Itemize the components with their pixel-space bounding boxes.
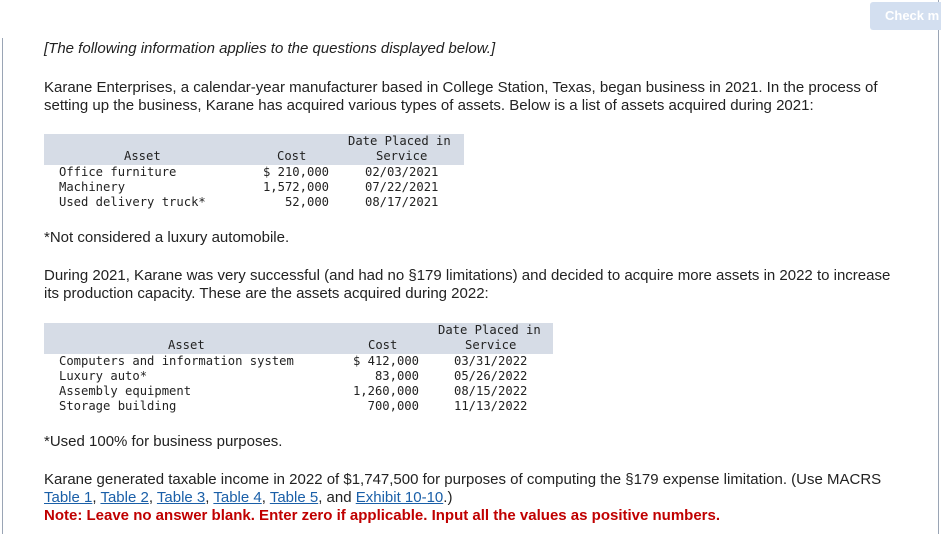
footnote-2022: *Used 100% for business purposes. [44,433,283,450]
table-row-date: 08/17/2021 [365,195,439,209]
table-row-asset: Storage building [59,399,177,413]
table-row-cost: 52,000 [284,195,329,209]
paragraph-lead: Karane generated taxable income in 2022 of $1,747,500 for purposes of computing the §179 expense limitation. (Use MACRS [44,471,882,488]
table-row-date: 07/22/2021 [365,180,439,194]
table-3-link[interactable]: Table 3 [156,489,206,506]
table-row-asset: Assembly equipment [59,384,192,398]
table-row-cost: $ 412,000 [352,354,419,368]
table-row-date: 02/03/2021 [365,165,439,179]
table-row-cost: 1,572,000 [262,180,329,194]
header-date-line2: Service [376,149,428,163]
table-5-link[interactable]: Table 5 [269,489,319,506]
header-date-line1: Date Placed in [438,323,541,337]
paragraph-2021-assets: Karane Enterprises, a calendar-year manufacturer based in College Station, Texas, began business in 2021. In the process of setting up the business, Karane has acquired various types of assets. Below is a list of assets acquired during 2021: [44,79,878,114]
paragraph-taxable-income: Karane generated taxable income in 2022 of $1,747,500 for purposes of computing the §179 expense limitation. (Use MACRS Table 1, Table 2, Table 3, Table 4, Table 5, and Exhibit 10-10.) [44,471,882,506]
table-row-asset: Used delivery truck* [59,195,206,209]
table-row-date: 08/15/2022 [454,384,528,398]
table-row-date: 05/26/2022 [454,369,528,383]
table-row-asset: Office furniture [59,165,177,179]
intro-text: [The following information applies to the questions displayed below.] [44,40,496,57]
left-border [2,38,3,534]
paragraph-2022-assets: During 2021, Karane was very successful (and had no §179 limitations) and decided to acquire more assets in 2022 to increase its production capacity. These are the assets acquired during 2022: [44,267,891,302]
header-asset: Asset [124,149,161,163]
warning-note: Note: Leave no answer blank. Enter zero if applicable. Input all the values as positive numbers. [44,507,721,524]
right-border [938,0,939,534]
table-row-date: 03/31/2022 [454,354,528,368]
header-date-line1: Date Placed in [348,134,451,148]
table-row-cost: $ 210,000 [262,165,329,179]
header-cost: Cost [368,338,398,352]
table-row-cost: 1,260,000 [352,384,419,398]
check-my-work-button[interactable]: Check m [870,2,941,30]
table-row-cost: 83,000 [374,369,419,383]
exhibit-10-10-link[interactable]: Exhibit 10-10 [355,489,444,506]
table-row-cost: 700,000 [367,399,419,413]
table-1-link[interactable]: Table 1 [44,489,93,506]
table-row-asset: Computers and information system [59,354,294,368]
footnote-2021: *Not considered a luxury automobile. [44,229,290,246]
table-row-asset: Luxury auto* [59,369,148,383]
header-date-line2: Service [465,338,517,352]
table-4-link[interactable]: Table 4 [213,489,262,506]
table-row-asset: Machinery [59,180,126,194]
header-cost: Cost [277,149,307,163]
header-asset: Asset [168,338,205,352]
table-row-date: 11/13/2022 [454,399,528,413]
table-2-link[interactable]: Table 2 [100,489,149,506]
